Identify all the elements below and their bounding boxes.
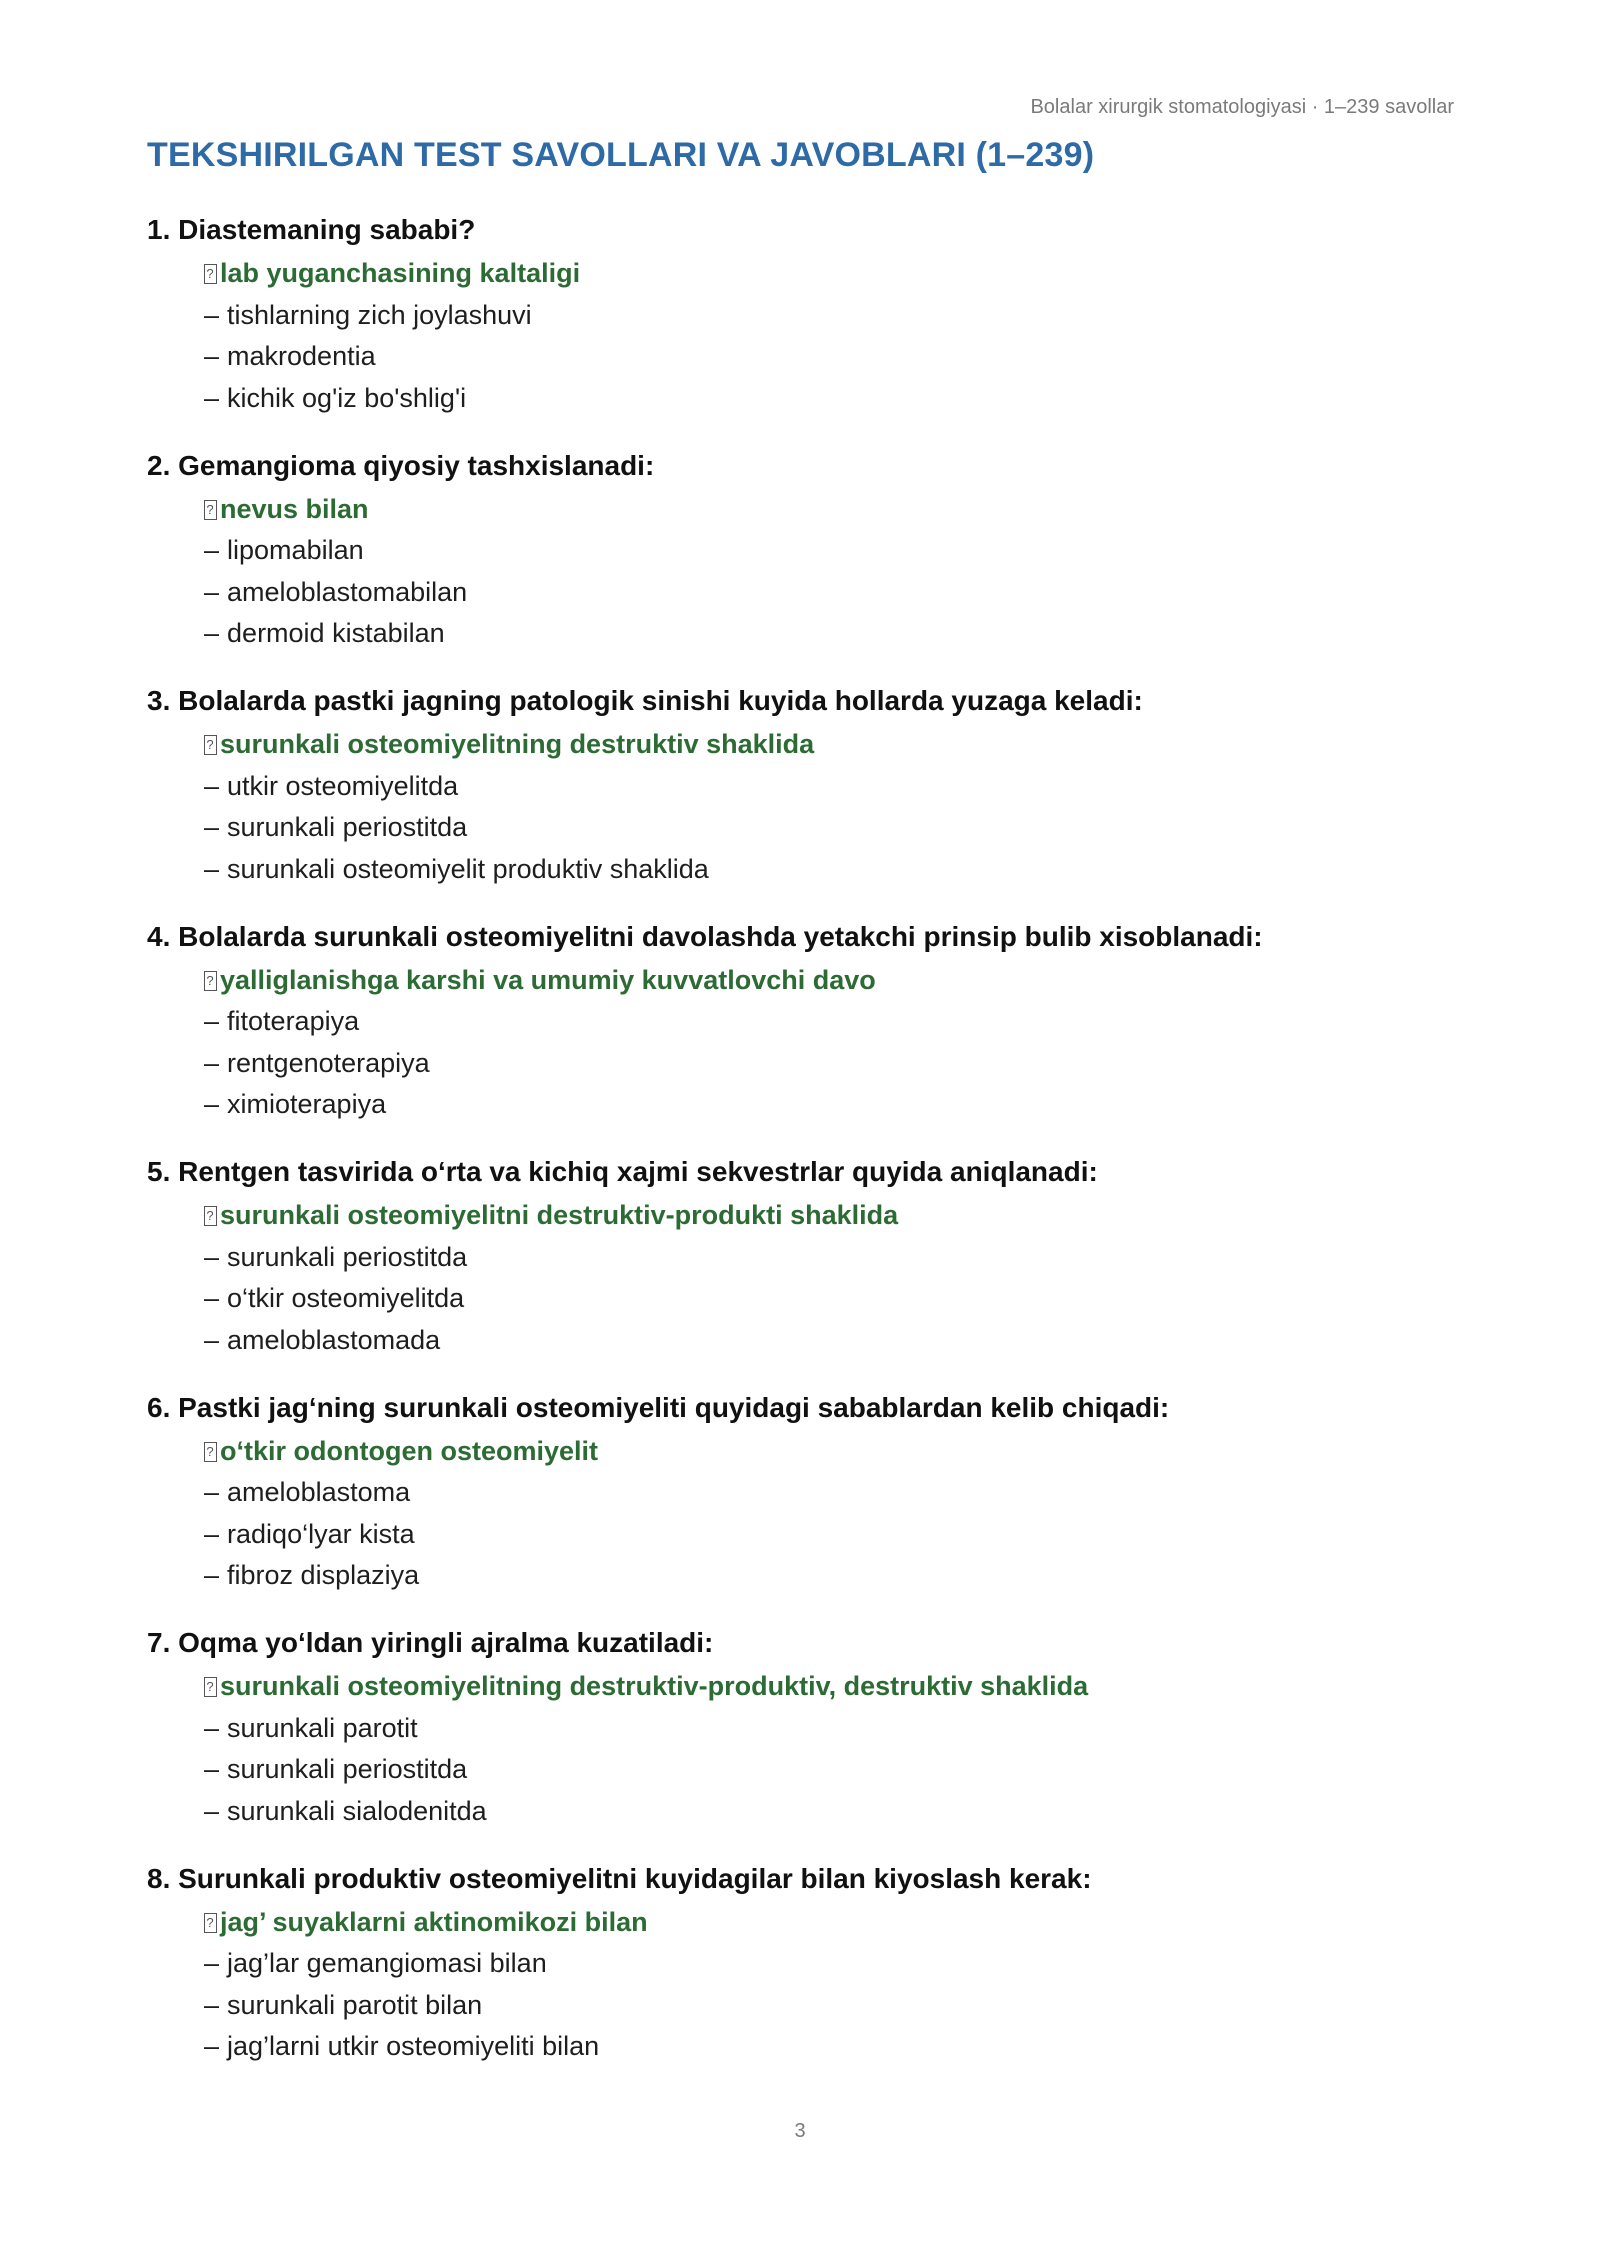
correct-answer <box>147 724 1457 766</box>
correct-answer-marker-icon <box>204 1913 217 1933</box>
correct-answer-text: lab yuganchasining kaltaligi <box>220 258 581 288</box>
running-header: Bolalar xirurgik stomatologiyasi · 1–239 savollar <box>1030 96 1454 118</box>
answer-option <box>147 2026 1457 2068</box>
answer-option-text: jag’larni utkir osteomiyeliti bilan <box>227 2031 600 2061</box>
answer-option <box>147 1943 1457 1985</box>
correct-answer-text: yalliglanishga karshi va umumiy kuvvatlovchi davo <box>220 964 876 995</box>
answer-option-text: surunkali osteomiyelit produktiv shaklida <box>227 853 709 884</box>
dash-bullet-icon: – <box>204 382 220 413</box>
answer-option-text: o‘tkir osteomiyelitda <box>227 1283 465 1313</box>
answer-option <box>147 849 1457 891</box>
answer-option-text: utkir osteomiyelitda <box>227 770 459 801</box>
correct-answer-text: o‘tkir odontogen osteomiyelit <box>220 1435 599 1466</box>
dash-bullet-icon: – <box>204 1989 220 2020</box>
dash-bullet-icon: – <box>204 1241 220 1272</box>
answer-option-text: rentgenoterapiya <box>227 1047 430 1078</box>
answer-option <box>147 336 1457 378</box>
correct-answer-marker-icon <box>204 1677 217 1697</box>
dash-bullet-icon: – <box>204 1754 220 1784</box>
correct-answer <box>147 1902 1457 1944</box>
dash-bullet-icon: – <box>204 770 220 801</box>
answer-option-text: surunkali parotit <box>227 1712 418 1743</box>
dash-bullet-icon: – <box>204 853 220 884</box>
dash-bullet-icon: – <box>204 1795 220 1826</box>
answer-option-text: radiqo‘lyar kista <box>227 1518 415 1549</box>
answer-option <box>147 807 1457 849</box>
answer-option <box>147 1237 1457 1279</box>
question-item <box>147 1150 1457 1386</box>
dash-bullet-icon: – <box>204 1712 220 1743</box>
answer-option-text: makrodentia <box>227 341 376 371</box>
correct-answer-text: surunkali osteomiyelitning destruktiv-produktiv, destruktiv shaklida <box>220 1671 1089 1701</box>
correct-answer <box>147 253 1457 295</box>
correct-answer-marker-icon <box>204 971 217 991</box>
question-item <box>147 1857 1457 2093</box>
correct-answer-marker-icon <box>204 1206 217 1226</box>
question-text: 4. Bolalarda surunkali osteomiyelitni davolashda yetakchi prinsip bulib xisoblanadi: <box>147 920 1263 952</box>
answer-option-text: surunkali sialodenitda <box>227 1795 487 1826</box>
question-item <box>147 679 1457 915</box>
correct-answer-marker-icon <box>204 735 217 755</box>
answer-option-text: ameloblastoma <box>227 1477 411 1507</box>
dash-bullet-icon: – <box>204 1948 220 1978</box>
question-text: 7. Oqma yo‘ldan yiringli ajralma kuzatiladi: <box>147 1627 714 1658</box>
answer-option-text: kichik og'iz bo'shlig'i <box>227 382 467 413</box>
answer-option-text: jag’lar gemangiomasi bilan <box>227 1948 547 1978</box>
question-text: 6. Pastki jag‘ning surunkali osteomiyeliti quyidagi sabablardan kelib chiqadi: <box>147 1391 1170 1423</box>
answer-option <box>147 1043 1457 1085</box>
correct-answer <box>147 1431 1457 1473</box>
correct-answer-text: surunkali osteomiyelitni destruktiv-produkti shaklida <box>220 1200 899 1230</box>
correct-answer <box>147 489 1457 531</box>
dash-bullet-icon: – <box>204 1518 220 1549</box>
correct-answer-text: nevus bilan <box>220 493 369 524</box>
answer-option <box>147 1278 1457 1320</box>
answer-option <box>147 295 1457 337</box>
answer-option-text: dermoid kistabilan <box>227 618 445 648</box>
answer-option-text: lipomabilan <box>227 535 364 565</box>
correct-answer-marker-icon <box>204 1442 217 1462</box>
answer-option-text: surunkali periostitda <box>227 812 468 842</box>
answer-option <box>147 1555 1457 1597</box>
question-text: 2. Gemangioma qiyosiy tashxislanadi: <box>147 449 655 481</box>
dash-bullet-icon: – <box>204 1560 220 1590</box>
question-item <box>147 1621 1457 1857</box>
correct-answer <box>147 1195 1457 1237</box>
answer-option <box>147 378 1457 420</box>
question-item <box>147 444 1457 680</box>
answer-option <box>147 1708 1457 1750</box>
dash-bullet-icon: – <box>204 1047 220 1078</box>
answer-option <box>147 1749 1457 1791</box>
correct-answer-text: surunkali osteomiyelitning destruktiv shaklida <box>220 729 815 759</box>
dash-bullet-icon: – <box>204 1006 220 1036</box>
answer-option-text: surunkali periostitda <box>227 1754 468 1784</box>
answer-option <box>147 1320 1457 1362</box>
question-item <box>147 208 1457 444</box>
question-text: 8. Surunkali produktiv osteomiyelitni kuyidagilar bilan kiyoslash kerak: <box>147 1862 1092 1894</box>
answer-option-text: ameloblastomabilan <box>227 576 468 607</box>
answer-option-text: fitoterapiya <box>227 1006 360 1036</box>
dash-bullet-icon: – <box>204 1283 220 1313</box>
dash-bullet-icon: – <box>204 1089 220 1119</box>
correct-answer <box>147 1666 1457 1708</box>
dash-bullet-icon: – <box>204 576 220 607</box>
answer-option <box>147 1791 1457 1833</box>
question-text: 1. Diastemaning sababi? <box>147 214 476 245</box>
answer-option <box>147 1514 1457 1556</box>
answer-option <box>147 766 1457 808</box>
answer-option-text: ximioterapiya <box>227 1089 387 1119</box>
correct-answer <box>147 960 1457 1002</box>
question-text: 3. Bolalarda pastki jagning patologik sinishi kuyida hollarda yuzaga keladi: <box>147 685 1143 716</box>
answer-option-text: fibroz displaziya <box>227 1560 420 1590</box>
answer-option-text: surunkali periostitda <box>227 1241 468 1272</box>
correct-answer-marker-icon <box>204 264 217 284</box>
answer-option <box>147 1084 1457 1126</box>
dash-bullet-icon: – <box>204 2031 220 2061</box>
answer-option <box>147 1985 1457 2027</box>
answer-option <box>147 530 1457 572</box>
dash-bullet-icon: – <box>204 812 220 842</box>
document-title: TEKSHIRILGAN TEST SAVOLLARI VA JAVOBLARI (1–239) <box>147 136 1095 174</box>
answer-option <box>147 572 1457 614</box>
answer-option-text: surunkali parotit bilan <box>227 1989 483 2020</box>
answer-option <box>147 613 1457 655</box>
question-item <box>147 915 1457 1151</box>
dash-bullet-icon: – <box>204 1477 220 1507</box>
dash-bullet-icon: – <box>204 618 220 648</box>
correct-answer-text: jag’ suyaklarni aktinomikozi bilan <box>220 1906 648 1937</box>
answer-option <box>147 1001 1457 1043</box>
correct-answer-marker-icon <box>204 500 217 520</box>
page-number: 3 <box>794 2120 806 2142</box>
answer-option-text: ameloblastomada <box>227 1324 441 1355</box>
dash-bullet-icon: – <box>204 341 220 371</box>
question-item <box>147 1386 1457 1622</box>
dash-bullet-icon: – <box>204 535 220 565</box>
answer-option <box>147 1472 1457 1514</box>
dash-bullet-icon: – <box>204 1324 220 1355</box>
answer-option-text: tishlarning zich joylashuvi <box>227 299 532 330</box>
question-list <box>147 208 1457 2092</box>
dash-bullet-icon: – <box>204 299 220 330</box>
question-text: 5. Rentgen tasvirida o‘rta va kichiq xajmi sekvestrlar quyida aniqlanadi: <box>147 1156 1098 1187</box>
